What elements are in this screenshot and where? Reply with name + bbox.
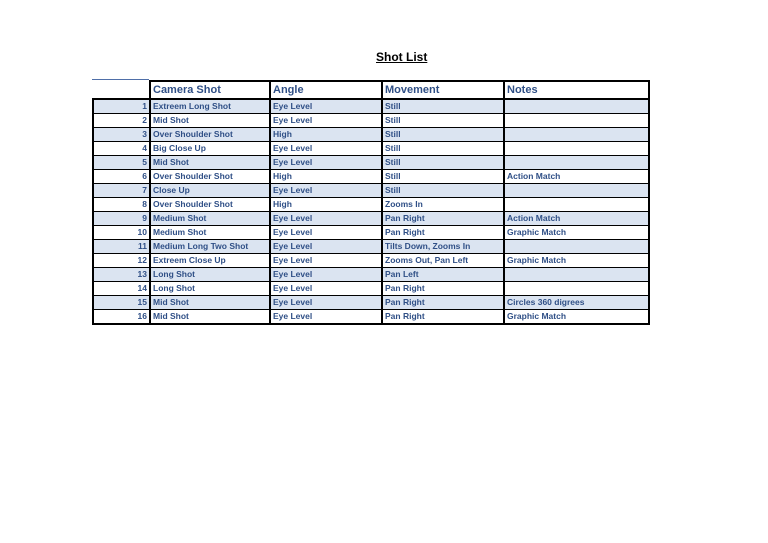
cell-angle[interactable]: Eye Level	[270, 184, 382, 198]
column-header-notes[interactable]: Notes	[504, 81, 649, 99]
cell-notes[interactable]	[504, 114, 649, 128]
cell-angle[interactable]: Eye Level	[270, 254, 382, 268]
cell-camera-shot[interactable]: Over Shoulder Shot	[150, 170, 270, 184]
column-header-camera-shot[interactable]: Camera Shot	[150, 81, 270, 99]
cell-angle[interactable]: High	[270, 170, 382, 184]
row-number[interactable]: 3	[93, 128, 150, 142]
row-number[interactable]: 16	[93, 310, 150, 325]
cell-camera-shot[interactable]: Close Up	[150, 184, 270, 198]
table-row	[93, 282, 649, 296]
cell-movement[interactable]: Still	[382, 170, 504, 184]
cell-notes[interactable]	[504, 142, 649, 156]
cell-movement[interactable]: Pan Right	[382, 212, 504, 226]
table-row	[93, 254, 649, 268]
cell-movement[interactable]: Still	[382, 99, 504, 114]
cell-angle[interactable]: Eye Level	[270, 226, 382, 240]
column-header-angle[interactable]: Angle	[270, 81, 382, 99]
row-number[interactable]: 5	[93, 156, 150, 170]
cell-notes[interactable]	[504, 240, 649, 254]
table-row	[93, 198, 649, 212]
table-header-row	[93, 81, 649, 99]
cell-angle[interactable]: Eye Level	[270, 114, 382, 128]
cell-notes[interactable]: Action Match	[504, 170, 649, 184]
table-row	[93, 156, 649, 170]
column-header-movement[interactable]: Movement	[382, 81, 504, 99]
cell-movement[interactable]: Still	[382, 114, 504, 128]
row-number[interactable]: 1	[93, 99, 150, 114]
cell-angle[interactable]: Eye Level	[270, 156, 382, 170]
table-row	[93, 142, 649, 156]
cell-angle[interactable]: Eye Level	[270, 212, 382, 226]
cell-camera-shot[interactable]: Extreem Close Up	[150, 254, 270, 268]
cell-movement[interactable]: Pan Right	[382, 310, 504, 325]
row-number[interactable]: 12	[93, 254, 150, 268]
row-number[interactable]: 4	[93, 142, 150, 156]
cell-notes[interactable]	[504, 184, 649, 198]
cell-angle[interactable]: Eye Level	[270, 142, 382, 156]
cell-notes[interactable]: Graphic Match	[504, 226, 649, 240]
cell-camera-shot[interactable]: Over Shoulder Shot	[150, 128, 270, 142]
table-row	[93, 128, 649, 142]
cell-camera-shot[interactable]: Mid Shot	[150, 310, 270, 325]
cell-movement[interactable]: Still	[382, 128, 504, 142]
row-number[interactable]: 8	[93, 198, 150, 212]
cell-camera-shot[interactable]: Mid Shot	[150, 156, 270, 170]
cell-notes[interactable]	[504, 99, 649, 114]
cell-angle[interactable]: Eye Level	[270, 268, 382, 282]
cell-notes[interactable]: Graphic Match	[504, 310, 649, 325]
table-row	[93, 240, 649, 254]
table-row	[93, 226, 649, 240]
cell-notes[interactable]	[504, 268, 649, 282]
cell-angle[interactable]: High	[270, 198, 382, 212]
cell-camera-shot[interactable]: Over Shoulder Shot	[150, 198, 270, 212]
cell-notes[interactable]	[504, 198, 649, 212]
cell-camera-shot[interactable]: Long Shot	[150, 268, 270, 282]
table-row	[93, 310, 649, 325]
cell-camera-shot[interactable]: Mid Shot	[150, 114, 270, 128]
cell-angle[interactable]: Eye Level	[270, 282, 382, 296]
row-number[interactable]: 7	[93, 184, 150, 198]
cell-angle[interactable]: Eye Level	[270, 296, 382, 310]
cell-camera-shot[interactable]: Long Shot	[150, 282, 270, 296]
row-number-header	[93, 81, 150, 99]
row-number[interactable]: 10	[93, 226, 150, 240]
row-number[interactable]: 11	[93, 240, 150, 254]
table-row	[93, 296, 649, 310]
cell-angle[interactable]: Eye Level	[270, 240, 382, 254]
cell-notes[interactable]: Circles 360 digrees	[504, 296, 649, 310]
table-row	[93, 170, 649, 184]
cell-notes[interactable]	[504, 128, 649, 142]
row-number[interactable]: 14	[93, 282, 150, 296]
cell-camera-shot[interactable]: Medium Shot	[150, 212, 270, 226]
cell-angle[interactable]: Eye Level	[270, 310, 382, 325]
table-row	[93, 184, 649, 198]
row-number[interactable]: 6	[93, 170, 150, 184]
cell-movement[interactable]: Zooms Out, Pan Left	[382, 254, 504, 268]
cell-angle[interactable]: Eye Level	[270, 99, 382, 114]
row-number[interactable]: 9	[93, 212, 150, 226]
page-title: Shot List	[376, 50, 428, 64]
cell-movement[interactable]: Still	[382, 184, 504, 198]
cell-movement[interactable]: Pan Left	[382, 268, 504, 282]
cell-movement[interactable]: Still	[382, 156, 504, 170]
cell-movement[interactable]: Tilts Down, Zooms In	[382, 240, 504, 254]
cell-notes[interactable]	[504, 282, 649, 296]
table-row	[93, 212, 649, 226]
row-number[interactable]: 15	[93, 296, 150, 310]
table-row	[93, 268, 649, 282]
cell-angle[interactable]: High	[270, 128, 382, 142]
cell-movement[interactable]: Pan Right	[382, 226, 504, 240]
table-row	[93, 99, 649, 114]
row-number[interactable]: 2	[93, 114, 150, 128]
cell-notes[interactable]: Action Match	[504, 212, 649, 226]
cell-camera-shot[interactable]: Medium Long Two Shot	[150, 240, 270, 254]
cell-camera-shot[interactable]: Medium Shot	[150, 226, 270, 240]
cell-notes[interactable]: Graphic Match	[504, 254, 649, 268]
shot-list-table	[92, 80, 650, 325]
cell-movement[interactable]: Pan Right	[382, 282, 504, 296]
cell-camera-shot[interactable]: Mid Shot	[150, 296, 270, 310]
cell-camera-shot[interactable]: Big Close Up	[150, 142, 270, 156]
row-number[interactable]: 13	[93, 268, 150, 282]
cell-movement[interactable]: Pan Right	[382, 296, 504, 310]
cell-movement[interactable]: Still	[382, 142, 504, 156]
cell-notes[interactable]	[504, 156, 649, 170]
table-row	[93, 114, 649, 128]
cell-movement[interactable]: Zooms In	[382, 198, 504, 212]
cell-camera-shot[interactable]: Extreem Long Shot	[150, 99, 270, 114]
